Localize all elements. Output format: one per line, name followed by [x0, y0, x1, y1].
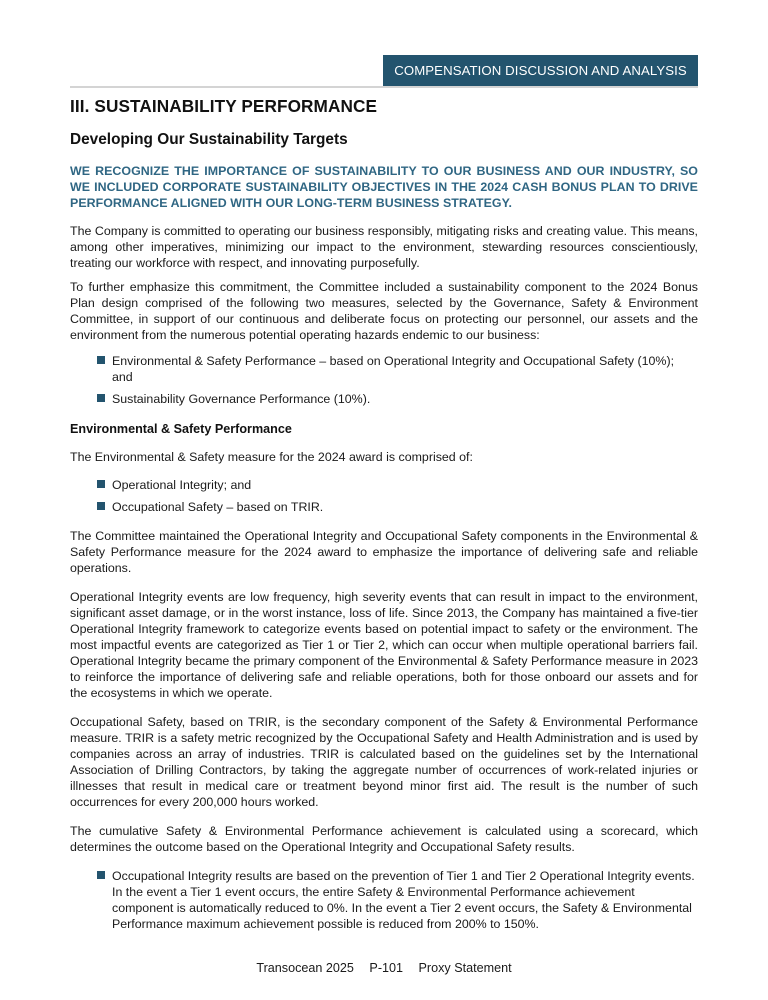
list-item [97, 477, 698, 493]
measures-list [70, 353, 698, 407]
committee-paragraph: The Committee maintained the Operational Integrity and Occupational Safety components in the Environmental & Safety Performance measure for the 2024 award to emphasize the importance of delivering safe and reliable operations. [70, 529, 698, 575]
header-divider [70, 86, 698, 88]
callout-statement: WE RECOGNIZE THE IMPORTANCE OF SUSTAINABILITY TO OUR BUSINESS AND OUR INDUSTRY, SO WE INCLUDED CORPORATE SUSTAINABILITY OBJECTIVES IN THE 2024 CASH BONUS PLAN TO DRIVE PERFORMANCE ALIGNED WITH OUR LONG-TERM BUSINESS STRATEGY. [70, 164, 698, 210]
list-item [97, 499, 698, 515]
square-bullet-icon [97, 502, 105, 510]
commitment-paragraph: To further emphasize this commitment, the Committee included a sustainability component to the 2024 Bonus Plan design comprised of the following two measures, selected by the Governance, Safety & Environment Committee, in support of our continuous and deliberate focus on protecting our personnel, our assets and the environment from the numerous potential operating hazards endemic to our business: [70, 280, 698, 342]
footer-company: Transocean 2025 [256, 961, 354, 975]
square-bullet-icon [97, 356, 105, 364]
footer-page-number: P-101 [369, 961, 404, 975]
footer-document: Proxy Statement [418, 961, 512, 975]
intro-paragraph: The Company is committed to operating our business responsibly, mitigating risks and creating value. This means, among other imperatives, minimizing our impact to the environment, stewarding resources conscientiously, treating our workforce with respect, and innovating purposefully. [70, 224, 698, 270]
env-safety-intro: The Environmental & Safety measure for the 2024 award is comprised of: [70, 450, 473, 464]
list-item-text: Operational Integrity; and [112, 478, 252, 492]
list-item-text: Sustainability Governance Performance (10%). [112, 392, 371, 406]
components-list [70, 477, 698, 515]
square-bullet-icon [97, 871, 105, 879]
list-item-text: Environmental & Safety Performance – based on Operational Integrity and Occupational Safety (10%); and [112, 354, 675, 384]
square-bullet-icon [97, 480, 105, 488]
list-item [97, 868, 698, 932]
scorecard-paragraph: The cumulative Safety & Environmental Performance achievement is calculated using a scorecard, which determines the outcome based on the Operational Integrity and Occupational Safety results. [70, 824, 698, 854]
occupational-safety-paragraph: Occupational Safety, based on TRIR, is the secondary component of the Safety & Environmental Performance measure. TRIR is a safety metric recognized by the Occupational Safety and Health Administration and is used by companies across an array of industries. TRIR is calculated based on the guidelines set by the International Association of Drilling Contractors, by taking the aggregate number of occurrences of work-related injuries or illnesses that result in medical care or treatment beyond minor first aid. The result is the number of such occurrences for every 200,000 hours worked. [70, 715, 698, 809]
list-item-text: Occupational Safety – based on TRIR. [112, 500, 324, 514]
env-safety-heading: Environmental & Safety Performance [70, 422, 292, 436]
scorecard-list [70, 868, 698, 932]
list-item-text: Occupational Integrity results are based on the prevention of Tier 1 and Tier 2 Operational Integrity events. In the event a Tier 1 event occurs, the entire Safety & Environmental Performance achievement component is automatically reduced to 0%. In the event a Tier 2 event occurs, the Safety & Environmental Performance maximum achievement possible is reduced from 200% to 150%. [112, 869, 695, 931]
page-content [70, 96, 698, 932]
section-title: III. SUSTAINABILITY PERFORMANCE [70, 96, 378, 116]
list-item [97, 353, 698, 385]
operational-integrity-paragraph: Operational Integrity events are low frequency, high severity events that can result in impact to the environment, significant asset damage, or in the worst instance, loss of life. Since 2013, the Company has maintained a five-tier Operational Integrity framework to categorize events based on potential impact to safety or the environment. The most impactful events are categorized as Tier 1 or Tier 2, which can occur when multiple operational barriers fail. Operational Integrity became the primary component of the Environmental & Safety Performance measure in 2023 to reinforce the importance of delivering safe and reliable operations, both for those onboard our assets and for the ecosystems in which we operate. [70, 590, 698, 700]
section-banner: COMPENSATION DISCUSSION AND ANALYSIS [383, 55, 698, 86]
subsection-title: Developing Our Sustainability Targets [70, 131, 348, 148]
page-footer [0, 961, 768, 975]
square-bullet-icon [97, 394, 105, 402]
list-item [97, 391, 698, 407]
